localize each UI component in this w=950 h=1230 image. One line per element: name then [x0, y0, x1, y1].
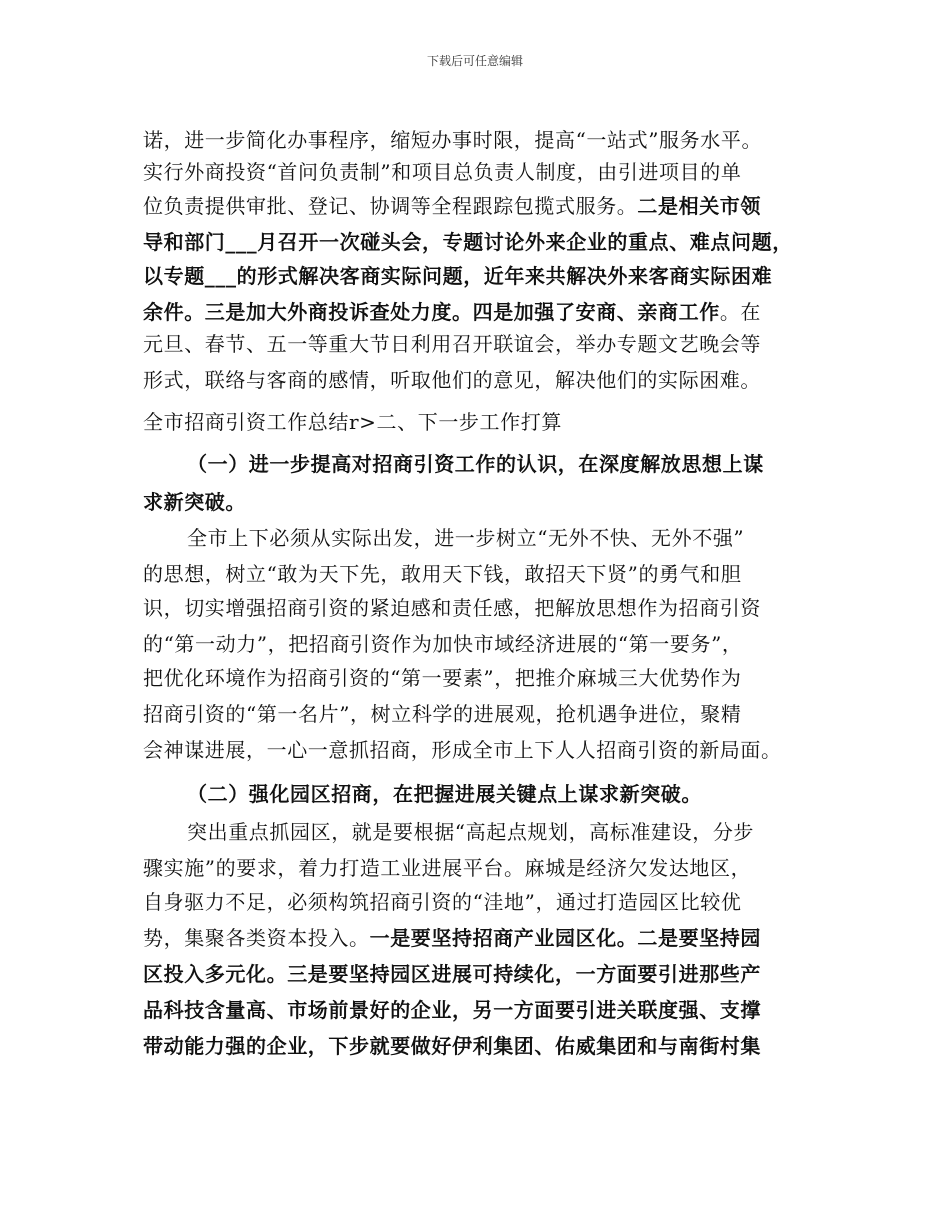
text-line: [143, 330, 761, 358]
text-line: [143, 736, 782, 764]
text-line: [143, 664, 741, 692]
text-line: [143, 700, 741, 728]
text-segment: 实行外商投资“首问负责制”和项目总负责人制度，由引进项目的单: [143, 160, 742, 184]
text-segment: 会神谋进展，一心一意抓招商，形成全市上下人人招商引资的新局面。: [143, 738, 782, 762]
text-line: [143, 1032, 761, 1060]
text-line: [143, 888, 741, 916]
text-segment: 突出重点抓园区，就是要根据“高起点规划，高标准建设，分步: [187, 820, 755, 844]
bold-text-segment: （二）强化园区招商，在把握进展关键点上谋求新突破。: [187, 782, 702, 806]
bold-text-segment: 导和部门___月召开一次碰头会，专题讨论外来企业的重点、难点问题，: [143, 230, 793, 254]
bold-text-segment: 求新突破。: [143, 490, 246, 514]
text-segment: 位负责提供审批、登记、协调等全程跟踪包揽式服务。: [143, 194, 638, 218]
text-line: [187, 450, 764, 478]
text-line: [143, 408, 562, 436]
text-segment: 。在: [719, 300, 762, 324]
text-line: [143, 560, 741, 588]
page-header: 下载后可任意编辑: [426, 54, 523, 68]
text-segment: 诺，进一步简化办事程序，缩短办事时限，提高“一站式”服务水平。: [143, 128, 763, 152]
text-segment: 识，切实增强招商引资的紧迫感和责任感，把解放思想作为招商引资: [143, 596, 761, 620]
text-segment: 把优化环境作为招商引资的“第一要素”，把推介麻城三大优势作为: [143, 666, 742, 690]
bold-text-segment: 余件。三是加大外商投诉查处力度。四是加强了安商、亲商工作: [143, 300, 720, 324]
text-segment: 的“第一动力”，把招商引资作为加快市域经济进展的“第一要务”，: [143, 632, 743, 656]
text-segment: 形式，联络与客商的感情，听取他们的意见，解决他们的实际困难。: [143, 368, 761, 392]
bold-text-segment: 二是相关市领: [637, 194, 762, 218]
text-line: [187, 818, 754, 846]
text-line: [143, 854, 751, 882]
bold-text-segment: （一）进一步提高对招商引资工作的认识，在深度解放思想上谋: [187, 452, 764, 476]
text-line: [143, 228, 793, 256]
bold-text-segment: 带动能力强的企业，下步就要做好伊利集团、佑威集团和与南街村集: [143, 1034, 761, 1058]
text-line: [143, 298, 761, 326]
text-segment: 势，集聚各类资本投入。: [143, 926, 370, 950]
text-segment: 全市招商引资工作总结r>二、下一步工作打算: [143, 410, 562, 434]
text-segment: 自身驱力不足，必须构筑招商引资的“洼地”，通过打造园区比较优: [143, 890, 742, 914]
text-segment: 的思想，树立“敢为天下先，敢用天下钱，敢招天下贤”的勇气和胆: [143, 562, 742, 586]
text-line: [143, 366, 761, 394]
text-segment: 招商引资的“第一名片”，树立科学的进展观，抢机遇争进位，聚精: [143, 702, 742, 726]
text-line: [143, 488, 246, 516]
text-segment: 元旦、春节、五一等重大节日利用召开联谊会，举办专题文艺晚会等: [143, 332, 761, 356]
bold-text-segment: 品科技含量高、市场前景好的企业，另一方面要引进关联度强、支撑: [143, 998, 761, 1022]
text-line: [143, 924, 761, 952]
text-line: [143, 126, 762, 154]
text-line: [143, 158, 741, 186]
text-line: [143, 630, 743, 658]
text-segment: 骤实施”的要求，着力打造工业进展平台。麻城是经济欠发达地区，: [143, 856, 752, 880]
text-segment: 全市上下必须从实际出发，进一步树立“无外不快、无外不强”: [187, 526, 745, 550]
text-line: [143, 262, 772, 290]
bold-text-segment: 区投入多元化。三是要坚持园区进展可持续化，一方面要引进那些产: [143, 962, 761, 986]
text-line: [143, 960, 761, 988]
text-line: [143, 996, 761, 1024]
text-line: [143, 594, 761, 622]
text-line: [187, 780, 702, 808]
text-line: [143, 192, 761, 220]
bold-text-segment: 一是要坚持招商产业园区化。二是要坚持园: [369, 926, 762, 950]
bold-text-segment: 以专题___的形式解决客商实际问题，近年来共解决外来客商实际困难: [143, 264, 773, 288]
text-line: [187, 524, 744, 552]
